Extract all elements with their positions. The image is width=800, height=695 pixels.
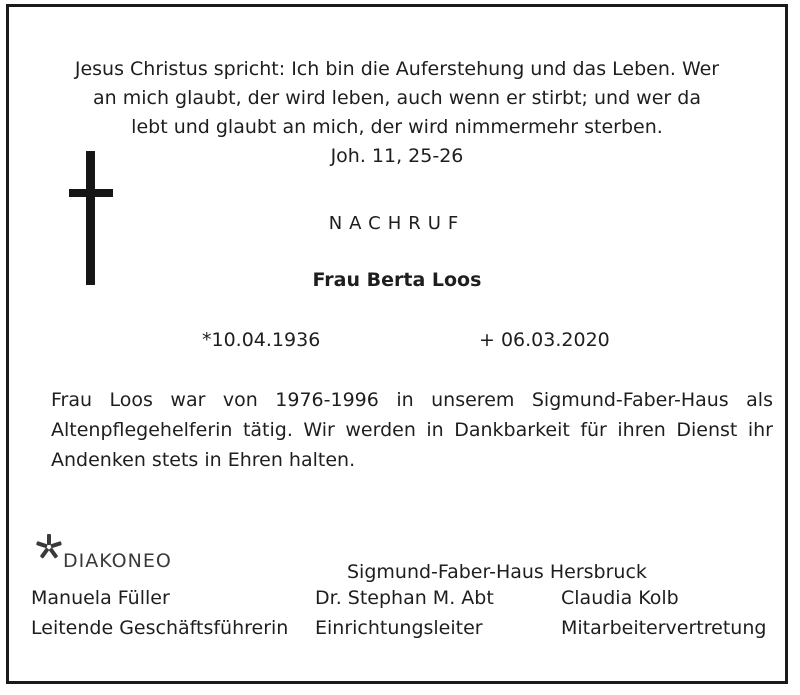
signatory-role: Leitende Geschäftsführerin	[31, 617, 289, 639]
deceased-name: Frau Berta Loos	[312, 269, 482, 291]
signatory-role: Einrichtungsleiter	[315, 617, 483, 639]
tribute-text	[51, 385, 773, 475]
tribute-line: Andenken stets in Ehren halten.	[51, 449, 356, 471]
death-date: + 06.03.2020	[479, 329, 610, 351]
signatory	[561, 583, 766, 643]
verse-line: an mich glaubt, der wird leben, auch wenn er stirbt; und wer da	[93, 87, 701, 109]
organization-name: Sigmund-Faber-Haus Hersbruck	[347, 561, 647, 583]
signatory-name: Claudia Kolb	[561, 587, 679, 609]
signatory	[31, 583, 288, 643]
tribute-line: Altenpflegehelferin tätig. Wir werden in Dankbarkeit für ihren Dienst ihr	[51, 419, 773, 441]
verse-reference: Joh. 11, 25-26	[330, 145, 464, 167]
signatory-name: Manuela Füller	[31, 587, 170, 609]
verse-line: Jesus Christus spricht: Ich bin die Auferstehung und das Leben. Wer	[74, 58, 720, 80]
signatory	[315, 583, 494, 643]
diakoneo-logo	[31, 531, 191, 571]
birth-date: *10.04.1936	[202, 329, 321, 351]
obituary-heading: NACHRUF	[328, 213, 466, 234]
diakoneo-star-icon	[35, 533, 63, 561]
logo-wordmark: DIAKONEO	[63, 550, 172, 572]
signatory-role: Mitarbeitervertretung	[561, 617, 767, 639]
obituary-notice	[6, 4, 788, 684]
bible-verse	[9, 55, 785, 171]
verse-line: lebt und glaubt an mich, der wird nimmermehr sterben.	[131, 116, 663, 138]
tribute-line: Frau Loos war von 1976-1996 in unserem Sigmund-Faber-Haus als	[51, 389, 773, 411]
signatory-name: Dr. Stephan M. Abt	[315, 587, 494, 609]
